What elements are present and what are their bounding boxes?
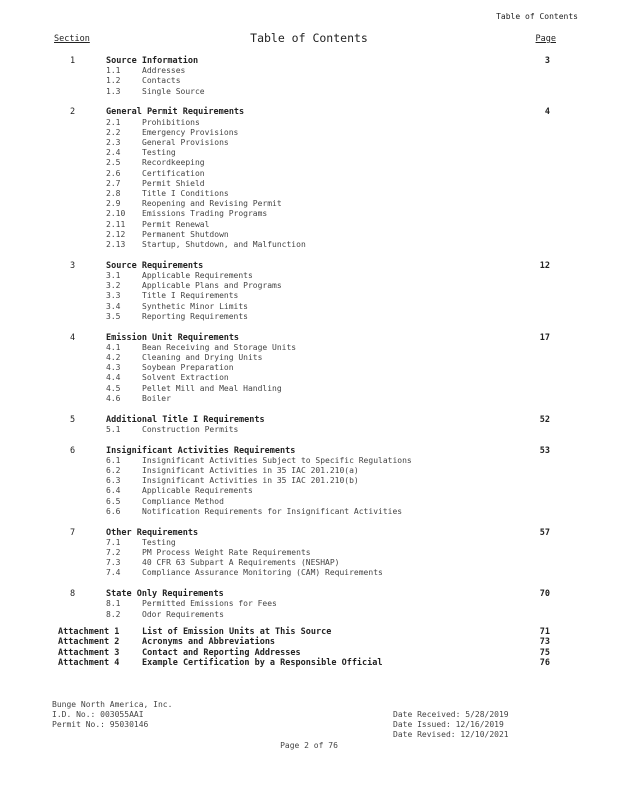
subsection-number: 7.4 (106, 568, 121, 578)
subsection-title: Cleaning and Drying Units (142, 353, 263, 362)
subsection-number: 2.2 (106, 127, 121, 137)
subsection-title: 40 CFR 63 Subpart A Requirements (NESHAP) (142, 558, 340, 568)
subsection-number: 1.1 (106, 66, 121, 76)
subsection-number: 2.5 (106, 158, 121, 168)
subsection-title: General Provisions (142, 138, 229, 147)
subsection-number: 2.10 (106, 209, 126, 219)
subsection-number: 2.7 (106, 178, 121, 188)
subsection-title: Bean Receiving and Storage Units (142, 342, 297, 352)
subsection-title: Emergency Provisions (142, 127, 239, 137)
subsection-title: Synthetic Minor Limits (142, 301, 248, 311)
attachment-page: 75 (539, 647, 550, 658)
subsection-title: Startup, Shutdown, and Malfunction (142, 240, 306, 249)
subsection-number: 3.5 (106, 311, 121, 321)
subsection-title: Compliance Method (142, 496, 224, 506)
subsection-number: 2.3 (106, 138, 121, 147)
subsection-number: 2.13 (106, 240, 126, 249)
section-title: Emission Unit Requirements (106, 332, 240, 343)
subsection-title: Single Source (142, 86, 205, 96)
attachment-label: Attachment 4 (58, 658, 120, 669)
subsection-title: Permit Shield (142, 178, 205, 188)
subsection-title: Contacts (142, 76, 181, 86)
subsection-number: 6.4 (106, 486, 121, 496)
attachment-title: Contact and Reporting Addresses (142, 647, 301, 658)
section-number: 8 (70, 589, 76, 600)
section-title: Insignificant Activities Requirements (106, 445, 296, 456)
attachment-page: 76 (539, 658, 550, 669)
section-page: 52 (539, 414, 550, 425)
subsection-number: 7.1 (106, 537, 121, 547)
subsection-number: 8.2 (106, 609, 121, 619)
section-title: Source Requirements (106, 260, 204, 271)
subsection-number: 4.4 (106, 373, 121, 383)
running-header: Table of Contents (496, 12, 578, 21)
attachment-title: Example Certification by a Responsible Official (142, 658, 383, 669)
subsection-title: Boiler (142, 393, 171, 403)
subsection-title: Pellet Mill and Meal Handling (142, 383, 282, 393)
section-page: 57 (539, 527, 550, 538)
subsection-title: Permitted Emissions for Fees (142, 599, 277, 609)
subsection-title: Soybean Preparation (142, 363, 234, 373)
subsection-number: 7.2 (106, 548, 121, 557)
subsection-number: 6.6 (106, 506, 121, 516)
section-page: 3 (544, 56, 550, 66)
subsection-number: 8.1 (106, 599, 121, 609)
attachment-label: Attachment 1 (58, 627, 120, 637)
subsection-number: 6.3 (106, 476, 121, 486)
subsection-number: 5.1 (106, 424, 121, 434)
subsection-number: 6.1 (106, 455, 121, 465)
subsection-title: PM Process Weight Rate Requirements (142, 548, 311, 557)
section-title: Additional Title I Requirements (106, 414, 265, 425)
subsection-title: Insignificant Activities in 35 IAC 201.210(b) (142, 476, 359, 486)
subsection-number: 1.2 (106, 76, 121, 86)
subsection-title: Applicable Requirements (142, 271, 253, 280)
section-number: 6 (70, 445, 76, 456)
attachment-page: 73 (539, 637, 550, 648)
subsection-title: Solvent Extraction (142, 373, 229, 383)
footer-permit-no: Permit No.: 95030146 (52, 720, 149, 729)
subsection-number: 2.9 (106, 199, 121, 209)
subsection-title: Prohibitions (142, 117, 200, 127)
subsection-number: 4.6 (106, 393, 121, 403)
section-number: 5 (70, 414, 76, 425)
subsection-number: 1.3 (106, 86, 121, 96)
subsection-number: 2.1 (106, 117, 121, 127)
section-title: Source Information (106, 56, 199, 66)
subsection-number: 7.3 (106, 558, 121, 568)
attachment-label: Attachment 3 (58, 647, 120, 658)
subsection-title: Reporting Requirements (142, 311, 248, 321)
section-page: 4 (544, 107, 550, 118)
subsection-number: 4.5 (106, 383, 121, 393)
subsection-number: 6.5 (106, 496, 121, 506)
subsection-title: Title I Conditions (142, 189, 229, 198)
subsection-number: 3.1 (106, 271, 121, 280)
subsection-title: Compliance Assurance Monitoring (CAM) Requirements (142, 568, 383, 578)
subsection-number: 6.2 (106, 466, 121, 475)
subsection-title: Permit Renewal (142, 219, 210, 229)
subsection-title: Permanent Shutdown (142, 229, 229, 239)
subsection-number: 2.4 (106, 148, 121, 158)
subsection-number: 2.11 (106, 219, 126, 229)
subsection-number: 3.4 (106, 301, 121, 311)
subsection-title: Certification (142, 168, 205, 178)
subsection-title: Emissions Trading Programs (142, 209, 268, 219)
attachment-label: Attachment 2 (58, 637, 120, 648)
subsection-number: 3.2 (106, 281, 121, 291)
section-page: 12 (539, 260, 550, 271)
section-number: 7 (70, 527, 76, 538)
subsection-title: Notification Requirements for Insignificant Activities (142, 506, 403, 516)
subsection-title: Construction Permits (142, 424, 239, 434)
subsection-title: Title I Requirements (142, 291, 239, 301)
subsection-number: 2.8 (106, 189, 121, 198)
section-title: Other Requirements (106, 527, 199, 538)
subsection-title: Testing (142, 148, 176, 158)
footer-id-no: I.D. No.: 003055AAI (52, 710, 144, 719)
subsection-number: 4.2 (106, 353, 121, 362)
attachment-title: List of Emission Units at This Source (142, 627, 332, 637)
section-title: General Permit Requirements (106, 107, 245, 118)
subsection-title: Insignificant Activities in 35 IAC 201.210(a) (142, 466, 359, 475)
subsection-number: 3.3 (106, 291, 121, 301)
subsection-title: Addresses (142, 66, 186, 76)
subsection-title: Reopening and Revising Permit (142, 199, 282, 209)
attachment-title: Acronyms and Abbreviations (142, 637, 276, 648)
section-page: 70 (539, 589, 550, 600)
footer-date-received: Date Received: 5/28/2019 (393, 710, 509, 719)
footer-company: Bunge North America, Inc. (52, 700, 173, 709)
page-column-header: Page (535, 34, 556, 44)
section-page: 17 (539, 332, 550, 343)
subsection-number: 2.12 (106, 229, 126, 239)
page-title: Table of Contents (250, 31, 368, 45)
section-column-header: Section (54, 34, 90, 44)
section-number: 3 (70, 260, 76, 271)
attachment-page: 71 (539, 627, 550, 637)
section-number: 1 (70, 56, 76, 66)
footer-date-revised: Date Revised: 12/10/2021 (393, 730, 509, 739)
subsection-title: Applicable Plans and Programs (142, 281, 282, 291)
section-title: State Only Requirements (106, 589, 224, 600)
subsection-title: Odor Requirements (142, 609, 224, 619)
subsection-number: 2.6 (106, 168, 121, 178)
subsection-title: Insignificant Activities Subject to Specific Regulations (142, 455, 412, 465)
footer-date-issued: Date Issued: 12/16/2019 (393, 720, 504, 729)
subsection-number: 4.3 (106, 363, 121, 373)
section-page: 53 (539, 445, 550, 456)
section-number: 4 (70, 332, 76, 343)
section-number: 2 (70, 107, 76, 118)
footer-page-number: Page 2 of 76 (280, 741, 338, 750)
subsection-title: Applicable Requirements (142, 486, 253, 496)
subsection-title: Testing (142, 537, 176, 547)
subsection-number: 4.1 (106, 342, 121, 352)
subsection-title: Recordkeeping (142, 158, 205, 168)
